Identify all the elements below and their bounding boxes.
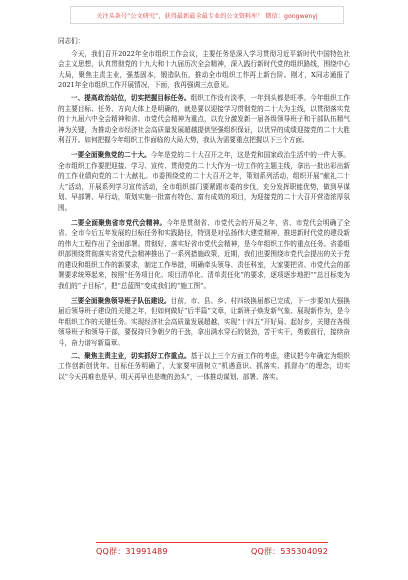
section-2-paragraph <box>58 351 350 383</box>
salutation: 同志们： <box>58 37 85 45</box>
banner-text: 关注头条号“公文研究”，获得最新最全最专业的公文资料库！ 微信：gongwenyj <box>96 12 318 20</box>
point-1-text: 今年是党的二十大召开之年，这是党和国家政治生活中的一件大事。全市组织工作要把迎接、学习、宣传、贯彻党的二十大作为一切工作的主题主线，拿出一批出彩出新的工作业绩向党的二十大献礼。市委围绕党的二十大召开之年，策划系列活动，组织开展“献礼二十大”活动，开展系列学习宣传活动，全市组织部门要紧跟市委的步伐，充分发挥职能优势，做到早谋划、早部署、早行动，策划实施一批富有特色、富有成效的项目，为迎接党的二十大召开营造浓厚氛围。 <box>58 150 351 212</box>
section-1-paragraph <box>58 93 350 146</box>
point-2-paragraph <box>58 218 350 292</box>
top-banner <box>70 6 344 24</box>
section-1-heading: 一、提高政治站位，切实把握目标任务。 <box>71 93 191 102</box>
point-1-paragraph <box>58 150 350 214</box>
footer-qq-group-1: QQ群：31991489 <box>96 546 168 556</box>
intro-paragraph: 今天，我们召开2022年全市组织工作会议，主要任务是深入学习贯彻习近平新时代中国特色社会主义思想，认真贯彻党的十九大和十九届历次全会精神，深入践行新时代党的组织路线，围绕中心大局，聚焦主责主业，强基固本，锻造队伍，推动全市组织工作再上新台阶。刚才，X同志通报了2021年全市组织工作开展情况，下面，我再强调三点意见。 <box>58 49 350 90</box>
point-3-text: 目前，市、县、乡、村四级换届都已完成，下一步要加大强换届后领导班子建设的关键之年，但如何做好“后半篇”文章，让新班子焕发新气象、展现新作为，是今年组织工作的关键任务。实现经济社会高质量发展超越，实现“十四五”开好局、起好步，关键在各级领导班子和领导干部，要保持只争朝夕的干劲，拿出满水穿石的韧劲，苦干实干，勇毅前行，接续奋斗，奋力谱写新篇章。 <box>58 296 351 348</box>
footer-qq-group-2: QQ群：535304092 <box>250 546 328 556</box>
footer-bar <box>96 542 328 559</box>
section-2-text: 基于以上三个方面工作的考虑，建议把今年确定为组织工作创新创优年。目标任务明确了，大家要牢固树立“机遇意识、抓落实、抓督办”的理念，切实以“今天再难也是早，明天再早也是晚的劲头”，一体推动谋划、部署、落实。 <box>58 351 350 381</box>
section-2-heading: 二、聚焦主责主业，切实抓好工作重点。 <box>71 351 191 360</box>
section-1-text: 组织工作没有淡季，一年到头都是旺季。今年组织工作的主要目标、任务、方向大体上是明确的，就是要以迎接学习贯彻党的二十大为主线，以贯彻落实党的十九届六中全会精神和省、市党代会精神为重点，以充分激发新一届各级领导班子和干部队伍精气神为关键，为推动全市经济社会高质量发展超越提供坚强组织保证，以优异的成绩迎接党的二十大胜利召开。如何把握今年组织工作面临的大局大势，我认为需要重点把握以下三个方面。 <box>58 93 350 145</box>
point-3-heading: 三要全面聚焦领导班子队伍建设。 <box>71 296 171 305</box>
point-1-heading: 一要全面聚焦党的二十大。 <box>71 150 151 159</box>
point-2-text: 今年是贯彻省、市党代会的开局之年，省、市党代会明确了全省、全市今后五年发展的目标任务和实践路径，特别是对弘扬伟大建党精神，推进新时代党的建设新的伟大工程作出了全面部署。贯彻好、落实好省市党代会精神，是今年组织工作的重点任务。省委组织部围绕贯彻落实省党代会精神推出了一系列措施政策，近期，我们也要围绕市党代会提出的关于党的建设和组织工作的新要求，制定工作举措，明确牵头领导、责任科室，大家要把省、市党代会的部署要求统筹起来，按照“任务项目化、项目清单化、清单责任化”的要求，逐项逐步地把“”总目标变为我们的“子目标”，把“总蓝图”变成我们的“施工图”。 <box>58 218 351 291</box>
point-3-paragraph <box>58 296 350 349</box>
document-body <box>58 36 350 384</box>
point-2-heading: 二要全面聚焦省市党代会精神。 <box>71 218 167 227</box>
